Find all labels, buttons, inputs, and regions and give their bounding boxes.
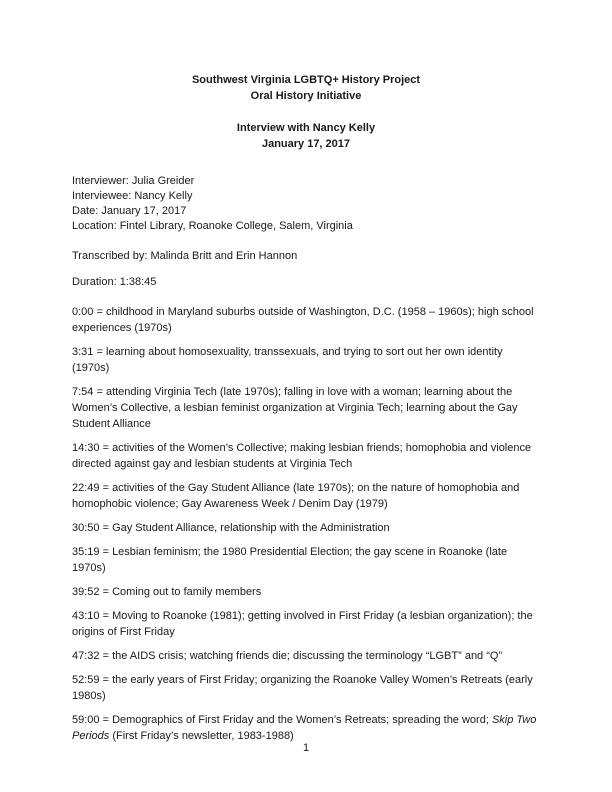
- timestamp-entry: 7:54 = attending Virginia Tech (late 1970s); falling in love with a woman; learning about the Women’s Collective, a lesbian feminist organization at Virginia Tech; learning about the Gay Student Alliance: [72, 386, 518, 430]
- date-line: Date: January 17, 2017: [72, 205, 187, 217]
- timestamp-entry: 52:59 = the early years of First Friday; organizing the Roanoke Valley Women’s Retreats (early 1980s): [72, 674, 533, 702]
- timestamp-entry: 35:19 = Lesbian feminism; the 1980 Presidential Election; the gay scene in Roanoke (late 1970s): [72, 546, 508, 574]
- interview-date: January 17, 2017: [261, 138, 351, 150]
- timestamp-entry: 39:52 = Coming out to family members: [72, 586, 262, 598]
- entry-text: (First Friday’s newsletter, 1983-1988): [109, 730, 294, 742]
- timestamp-entry: 43:10 = Moving to Roanoke (1981); getting involved in First Friday (a lesbian organization); the origins of First Friday: [72, 610, 533, 638]
- interview-title: Interview with Nancy Kelly: [236, 122, 376, 134]
- interviewer-line: Interviewer: Julia Greider: [72, 175, 195, 187]
- entry-text: 59:00 = Demographics of First Friday and the Women’s Retreats; spreading the word;: [72, 714, 492, 726]
- timestamp-entry: 0:00 = childhood in Maryland suburbs outside of Washington, D.C. (1958 – 1960s); high school experiences (1970s): [72, 306, 534, 334]
- initiative-title: Oral History Initiative: [250, 90, 362, 102]
- timestamp-entry: 14:30 = activities of the Women’s Collective; making lesbian friends; homophobia and violence directed against gay and lesbian students at Virginia Tech: [72, 442, 532, 470]
- document-header: [72, 72, 540, 152]
- page-number: 1: [302, 742, 310, 754]
- timestamp-entry: 47:32 = the AIDS crisis; watching friends die; discussing the terminology “LGBT” and “Q”: [72, 650, 503, 662]
- timestamp-entry: 30:50 = Gay Student Alliance, relationship with the Administration: [72, 522, 390, 534]
- transcribed-by-line: Transcribed by: Malinda Britt and Erin Hannon: [72, 250, 298, 262]
- location-line: Location: Fintel Library, Roanoke College, Salem, Virginia: [72, 220, 353, 232]
- timestamp-entry: 3:31 = learning about homosexuality, transsexuals, and trying to sort out her own identity (1970s): [72, 346, 503, 374]
- document-page: [72, 72, 540, 752]
- timestamp-entry-newsletter: [72, 712, 540, 744]
- timestamp-entry: 22:49 = activities of the Gay Student Alliance (late 1970s); on the nature of homophobia and homophobic violence; Gay Awareness Week / Denim Day (1979): [72, 482, 520, 510]
- interview-metadata: [72, 174, 540, 234]
- newsletter-title: Skip Two Periods: [72, 714, 537, 742]
- duration-line: Duration: 1:38:45: [72, 276, 157, 288]
- interviewee-line: Interviewee: Nancy Kelly: [72, 190, 193, 202]
- timestamp-index: [72, 304, 540, 744]
- project-title: Southwest Virginia LGBTQ+ History Project: [191, 74, 421, 86]
